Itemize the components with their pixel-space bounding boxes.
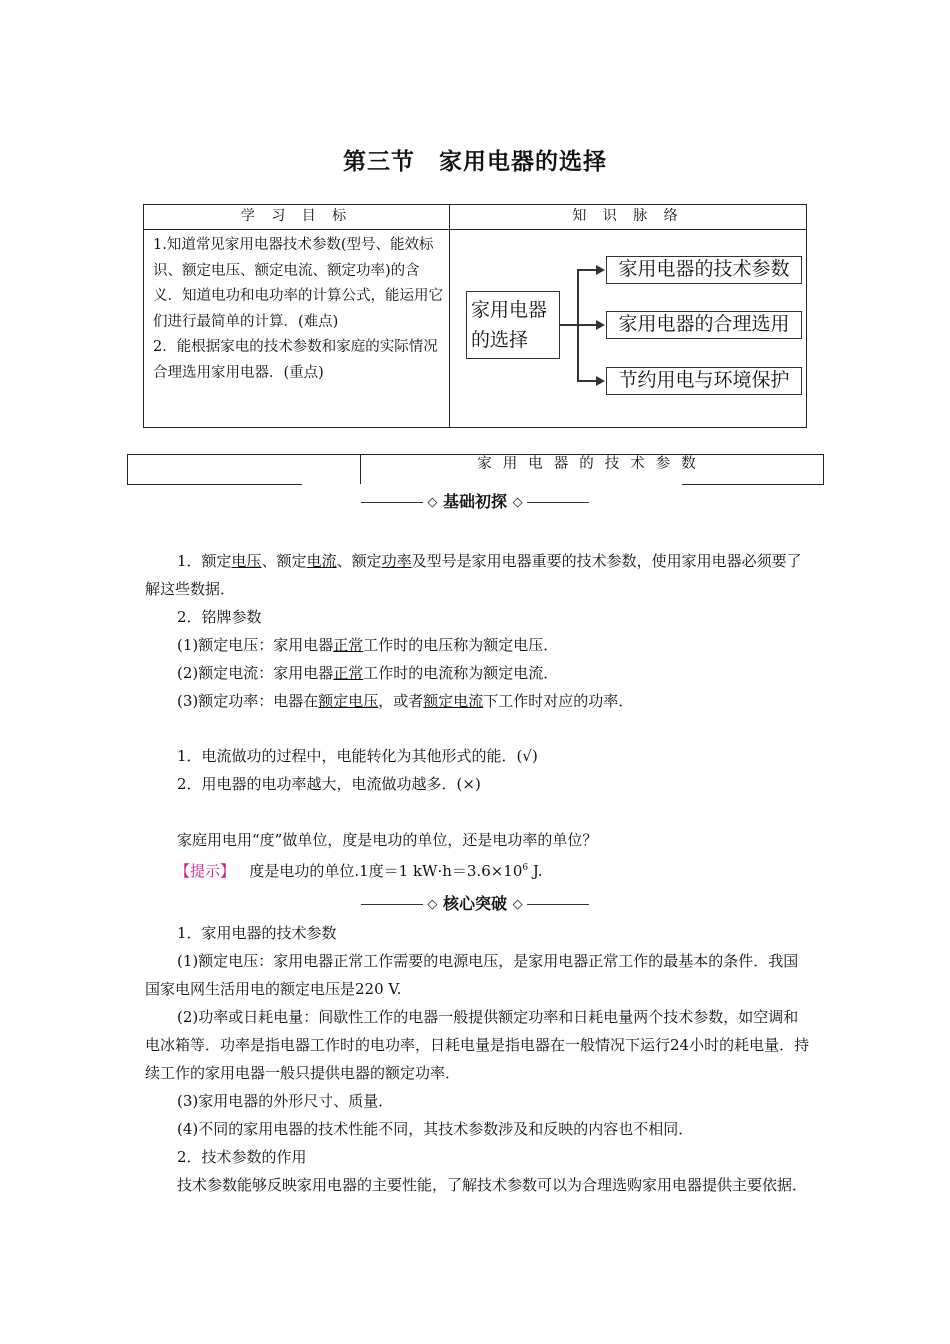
paragraph: 2．技术参数的作用	[177, 1148, 307, 1166]
mindmap-root-line: 的选择	[471, 329, 529, 351]
mindmap-root	[466, 291, 560, 359]
title-section-number: 第三节	[343, 149, 415, 175]
paragraph: 技术参数能够反映家用电器的主要性能，了解技术参数可以为合理选购家用电器提供主要依据．	[177, 1176, 808, 1194]
diamond-icon: ◇	[427, 897, 438, 912]
mindmap-connector	[560, 324, 578, 326]
objective-item: 2．能根据家电的技术参数和家庭的实际情况合理选用家用电器．(重点)	[153, 339, 438, 381]
arrow-icon	[596, 265, 605, 275]
hint	[145, 854, 810, 885]
objectives-table	[143, 204, 807, 428]
section-header-gap	[302, 484, 682, 487]
objectives-list	[153, 233, 445, 386]
arrow-icon	[596, 376, 605, 386]
core-content	[145, 919, 810, 1199]
paragraph: (2)额定电流：家用电器正常工作时的电流称为额定电流．	[177, 664, 559, 682]
paragraph: 1．家用电器的技术参数	[177, 924, 337, 942]
paragraph: (1)额定电压：家用电器正常工作时的电压称为额定电压．	[177, 636, 559, 654]
heading-rule	[361, 502, 423, 503]
mindmap-connector	[577, 324, 597, 326]
heading-rule	[527, 904, 589, 905]
section-header-box	[127, 454, 824, 485]
basic-heading-text: 基础初探	[442, 492, 507, 511]
basic-section-heading	[0, 489, 950, 512]
hint-label: 【提示】	[175, 862, 236, 880]
question-block	[145, 826, 810, 885]
diamond-icon: ◇	[427, 495, 438, 510]
mindmap-leaf: 家用电器的合理选用	[606, 311, 802, 339]
judgement-item: 2．用电器的电功率越大，电流做功越多．(×)	[177, 775, 481, 793]
hint-text: 度是电功的单位.1度＝1 kW·h＝3.6×10	[249, 862, 523, 880]
judgement-item: 1．电流做功的过程中，电能转化为其他形式的能．(√)	[177, 747, 538, 765]
diamond-icon: ◇	[512, 897, 523, 912]
paragraph: (1)额定电压：家用电器正常工作需要的电源电压，是家用电器正常工作的最基本的条件．我国国家电网生活用电的额定电压是220 V.	[145, 952, 799, 998]
title-text: 家用电器的选择	[439, 149, 607, 175]
core-heading-text: 核心突破	[442, 894, 507, 913]
paragraph: 1．额定电压、额定电流、额定功率及型号是家用电器重要的技术参数，使用家用电器必须要了解这些数据．	[145, 552, 802, 598]
basic-content	[145, 547, 810, 715]
core-section-heading	[0, 891, 950, 914]
mindmap-leaf: 节约用电与环境保护	[606, 367, 802, 395]
paragraph: (3)额定功率：电器在额定电压，或者额定电流下工作时对应的功率．	[177, 692, 634, 710]
mindmap-connector	[577, 380, 597, 382]
paragraph: (3)家用电器的外形尺寸、质量．	[177, 1092, 394, 1110]
mindmap-root-line: 家用电器	[471, 299, 548, 321]
section-header-title: 家用电器的技术参数	[477, 456, 707, 472]
hint-unit: J.	[528, 862, 543, 880]
diamond-icon: ◇	[512, 495, 523, 510]
knowledge-map-header: 知 识 脉 络	[450, 205, 806, 230]
question: 家庭用电用“度”做单位，度是电功的单位，还是电功率的单位？	[177, 831, 598, 849]
heading-rule	[527, 502, 589, 503]
judgement-list	[145, 742, 810, 798]
hint-exponent: 6	[522, 863, 529, 873]
heading-rule	[361, 904, 423, 905]
mindmap-leaf: 家用电器的技术参数	[606, 256, 802, 284]
objective-item: 1.知道常见家用电器技术参数(型号、能效标识、额定电压、额定电流、额定功率)的含义．知道电功和电功率的计算公式，能运用它们进行最简单的计算．(难点)	[153, 237, 443, 330]
paragraph: (2)功率或日耗电量：间歇性工作的电器一般提供额定功率和日耗电量两个技术参数，如空调和电冰箱等．功率是指电器工作时的电功率，日耗电量是指电器在一般情况下运行24小时的耗电量．持续工作的家用电器一般只提供电器的额定功率．	[145, 1008, 810, 1082]
arrow-icon	[596, 320, 605, 330]
paragraph: (4)不同的家用电器的技术性能不同，其技术参数涉及和反映的内容也不相同．	[177, 1120, 694, 1138]
mindmap-connector	[577, 269, 597, 271]
table-divider	[449, 205, 450, 427]
paragraph: 2．铭牌参数	[177, 608, 262, 626]
page-title	[0, 143, 950, 176]
objectives-header: 学 习 目 标	[144, 205, 449, 230]
